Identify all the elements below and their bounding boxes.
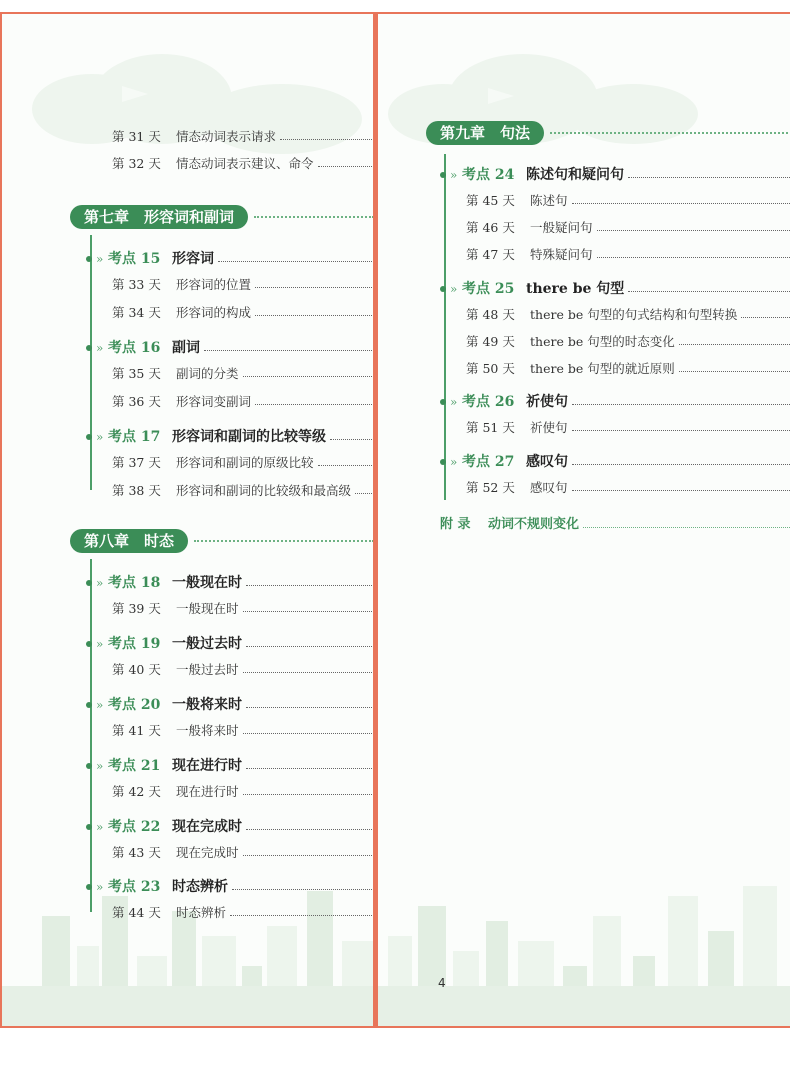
chapter-dotted-leader	[194, 540, 374, 542]
dotted-leader	[318, 166, 374, 167]
day-number: 第 34 天	[112, 305, 161, 320]
dotted-leader	[232, 889, 374, 890]
day-title: 一般现在时	[176, 601, 239, 616]
day-entry[interactable]	[466, 359, 790, 379]
day-number: 第 43 天	[112, 845, 161, 860]
day-title: there be 句型的句式结构和句型转换	[530, 307, 738, 322]
day-number: 第 50 天	[466, 361, 515, 376]
exam-point-label: 考点 24	[462, 167, 515, 183]
exam-point-label: 考点 18	[108, 575, 161, 591]
double-chevron-right-icon: »	[450, 455, 458, 469]
day-title: 祈使句	[530, 420, 568, 435]
dotted-leader	[246, 707, 374, 708]
timeline-dot	[86, 256, 92, 262]
day-number: 第 52 天	[466, 480, 515, 495]
exam-point-title: 时态辨析	[172, 879, 228, 895]
appendix-label: 附 录	[440, 517, 471, 532]
double-chevron-right-icon: »	[96, 576, 104, 590]
exam-point-title: 形容词	[172, 251, 214, 267]
dotted-leader	[679, 344, 790, 345]
day-number: 第 42 天	[112, 784, 161, 799]
exam-point-title: 现在进行时	[172, 758, 242, 774]
day-entry[interactable]	[466, 191, 790, 211]
appendix-entry[interactable]	[440, 514, 790, 536]
dotted-leader	[243, 611, 374, 612]
dotted-leader	[572, 203, 790, 204]
day-title: 现在进行时	[176, 784, 239, 799]
day-title: 感叹句	[530, 480, 568, 495]
double-chevron-right-icon: »	[96, 341, 104, 355]
day-title: 形容词和副词的原级比较	[176, 455, 314, 470]
left-page	[0, 12, 376, 1028]
dotted-leader	[597, 257, 790, 258]
exam-point-entry[interactable]	[88, 633, 374, 655]
dotted-leader	[246, 829, 374, 830]
day-entry[interactable]	[466, 418, 790, 438]
day-entry[interactable]	[466, 245, 790, 265]
day-title: 情态动词表示建议、命令	[176, 156, 314, 171]
timeline-dot	[86, 641, 92, 647]
exam-point-entry[interactable]	[88, 694, 374, 716]
dotted-leader	[230, 915, 374, 916]
timeline-dot	[86, 884, 92, 890]
timeline-line	[90, 235, 92, 490]
exam-point-entry[interactable]	[88, 816, 374, 838]
dotted-leader	[243, 855, 374, 856]
exam-point-label: 考点 23	[108, 879, 161, 895]
day-number: 第 40 天	[112, 662, 161, 677]
dotted-leader	[246, 646, 374, 647]
exam-point-title: 一般过去时	[172, 636, 242, 652]
day-title: 形容词的构成	[176, 305, 252, 320]
dotted-leader	[243, 733, 374, 734]
double-chevron-right-icon: »	[96, 252, 104, 266]
day-entry[interactable]	[112, 599, 374, 619]
double-chevron-right-icon: »	[96, 820, 104, 834]
day-number: 第 48 天	[466, 307, 515, 322]
day-number: 第 31 天	[112, 129, 161, 144]
exam-point-label: 考点 26	[462, 394, 515, 410]
day-number: 第 38 天	[112, 483, 161, 498]
exam-point-title: 一般将来时	[172, 697, 242, 713]
timeline-dot	[440, 286, 446, 292]
exam-point-entry[interactable]	[442, 451, 790, 473]
exam-point-entry[interactable]	[442, 164, 790, 186]
dotted-leader	[318, 465, 374, 466]
day-title: 陈述句	[530, 193, 568, 208]
dotted-leader	[243, 794, 374, 795]
timeline-dot	[86, 345, 92, 351]
dotted-leader	[255, 404, 374, 405]
timeline-line	[90, 559, 92, 912]
dotted-leader	[255, 315, 374, 316]
dotted-leader	[583, 527, 790, 528]
day-number: 第 36 天	[112, 394, 161, 409]
exam-point-entry[interactable]	[88, 755, 374, 777]
dotted-leader	[218, 261, 374, 262]
double-chevron-right-icon: »	[450, 168, 458, 182]
double-chevron-right-icon: »	[450, 395, 458, 409]
table-of-contents-left	[2, 14, 376, 1026]
day-entry[interactable]	[466, 478, 790, 498]
dotted-leader	[679, 371, 790, 372]
dotted-leader	[572, 404, 790, 405]
double-chevron-right-icon: »	[96, 637, 104, 651]
exam-point-entry[interactable]	[88, 572, 374, 594]
dotted-leader	[330, 439, 374, 440]
day-number: 第 32 天	[112, 156, 161, 171]
dotted-leader	[572, 430, 790, 431]
day-title: 一般过去时	[176, 662, 239, 677]
dotted-leader	[255, 287, 374, 288]
day-number: 第 37 天	[112, 455, 161, 470]
timeline-dot	[86, 434, 92, 440]
day-title: 特殊疑问句	[530, 247, 593, 262]
double-chevron-right-icon: »	[96, 759, 104, 773]
exam-point-title: 祈使句	[526, 394, 568, 410]
timeline-dot	[86, 763, 92, 769]
day-title: 形容词的位置	[176, 277, 252, 292]
dotted-leader	[628, 177, 790, 178]
appendix-title: 动词不规则变化	[488, 517, 580, 532]
day-entry[interactable]	[112, 903, 374, 923]
chapter-dotted-leader	[550, 132, 790, 134]
dotted-leader	[572, 464, 790, 465]
exam-point-entry[interactable]	[88, 337, 374, 359]
day-entry[interactable]	[112, 721, 374, 741]
day-entry[interactable]	[112, 843, 374, 863]
day-number: 第 35 天	[112, 366, 161, 381]
exam-point-label: 考点 21	[108, 758, 161, 774]
day-title: there be 句型的时态变化	[530, 334, 675, 349]
exam-point-label: 考点 19	[108, 636, 161, 652]
page-number: 4	[438, 976, 446, 990]
dotted-leader	[741, 317, 790, 318]
exam-point-title: 陈述句和疑问句	[526, 167, 624, 183]
exam-point-entry[interactable]	[88, 426, 374, 448]
dotted-leader	[246, 768, 374, 769]
day-entry[interactable]	[112, 127, 374, 147]
day-number: 第 33 天	[112, 277, 161, 292]
dotted-leader	[628, 291, 790, 292]
double-chevron-right-icon: »	[96, 698, 104, 712]
dotted-leader	[243, 376, 374, 377]
day-number: 第 39 天	[112, 601, 161, 616]
day-title: 一般疑问句	[530, 220, 593, 235]
dotted-leader	[280, 139, 374, 140]
chapter-heading[interactable]: 第九章 句法	[426, 121, 544, 145]
table-of-contents-right	[378, 14, 790, 1026]
exam-point-entry[interactable]	[442, 278, 790, 300]
day-entry[interactable]	[112, 275, 374, 295]
exam-point-title: 形容词和副词的比较等级	[172, 429, 326, 445]
day-entry[interactable]	[112, 303, 374, 323]
double-chevron-right-icon: »	[450, 282, 458, 296]
double-chevron-right-icon: »	[96, 880, 104, 894]
chapter-heading[interactable]: 第八章 时态	[70, 529, 188, 553]
exam-point-title: there be 句型	[526, 281, 625, 297]
exam-point-entry[interactable]	[442, 391, 790, 413]
exam-point-entry[interactable]	[88, 876, 374, 898]
exam-point-label: 考点 16	[108, 340, 161, 356]
day-title: 现在完成时	[176, 845, 239, 860]
timeline-dot	[440, 172, 446, 178]
day-entry[interactable]	[112, 364, 374, 384]
day-entry[interactable]	[112, 392, 374, 412]
exam-point-title: 感叹句	[526, 454, 568, 470]
day-entry[interactable]	[466, 332, 790, 352]
dotted-leader	[597, 230, 790, 231]
exam-point-title: 副词	[172, 340, 200, 356]
timeline-dot	[86, 824, 92, 830]
double-chevron-right-icon: »	[96, 430, 104, 444]
day-number: 第 46 天	[466, 220, 515, 235]
timeline-dot	[86, 702, 92, 708]
exam-point-label: 考点 20	[108, 697, 161, 713]
day-number: 第 41 天	[112, 723, 161, 738]
day-title: 一般将来时	[176, 723, 239, 738]
timeline-line	[444, 154, 446, 500]
exam-point-label: 考点 22	[108, 819, 161, 835]
day-entry[interactable]	[112, 453, 374, 473]
dotted-leader	[246, 585, 374, 586]
day-number: 第 51 天	[466, 420, 515, 435]
day-number: 第 45 天	[466, 193, 515, 208]
chapter-dotted-leader	[254, 216, 374, 218]
dotted-leader	[355, 493, 374, 494]
timeline-dot	[86, 580, 92, 586]
exam-point-title: 现在完成时	[172, 819, 242, 835]
dotted-leader	[204, 350, 374, 351]
day-title: there be 句型的就近原则	[530, 361, 675, 376]
day-entry[interactable]	[466, 218, 790, 238]
timeline-dot	[440, 399, 446, 405]
day-title: 情态动词表示请求	[176, 129, 277, 144]
right-page	[376, 12, 790, 1028]
timeline-dot	[440, 459, 446, 465]
exam-point-title: 一般现在时	[172, 575, 242, 591]
day-title: 形容词和副词的比较级和最高级	[176, 483, 352, 498]
day-number: 第 49 天	[466, 334, 515, 349]
chapter-heading[interactable]: 第七章 形容词和副词	[70, 205, 248, 229]
exam-point-label: 考点 25	[462, 281, 515, 297]
dotted-leader	[243, 672, 374, 673]
exam-point-label: 考点 27	[462, 454, 515, 470]
day-entry[interactable]	[112, 154, 374, 174]
exam-point-label: 考点 15	[108, 251, 161, 267]
day-entry[interactable]	[112, 782, 374, 802]
day-entry[interactable]	[112, 481, 374, 501]
day-title: 形容词变副词	[176, 394, 252, 409]
day-number: 第 44 天	[112, 905, 161, 920]
day-entry[interactable]	[466, 305, 790, 325]
exam-point-label: 考点 17	[108, 429, 161, 445]
day-title: 时态辨析	[176, 905, 227, 920]
page-frame-divider	[373, 12, 376, 1028]
dotted-leader	[572, 490, 790, 491]
day-entry[interactable]	[112, 660, 374, 680]
day-title: 副词的分类	[176, 366, 239, 381]
day-number: 第 47 天	[466, 247, 515, 262]
exam-point-entry[interactable]	[88, 248, 374, 270]
